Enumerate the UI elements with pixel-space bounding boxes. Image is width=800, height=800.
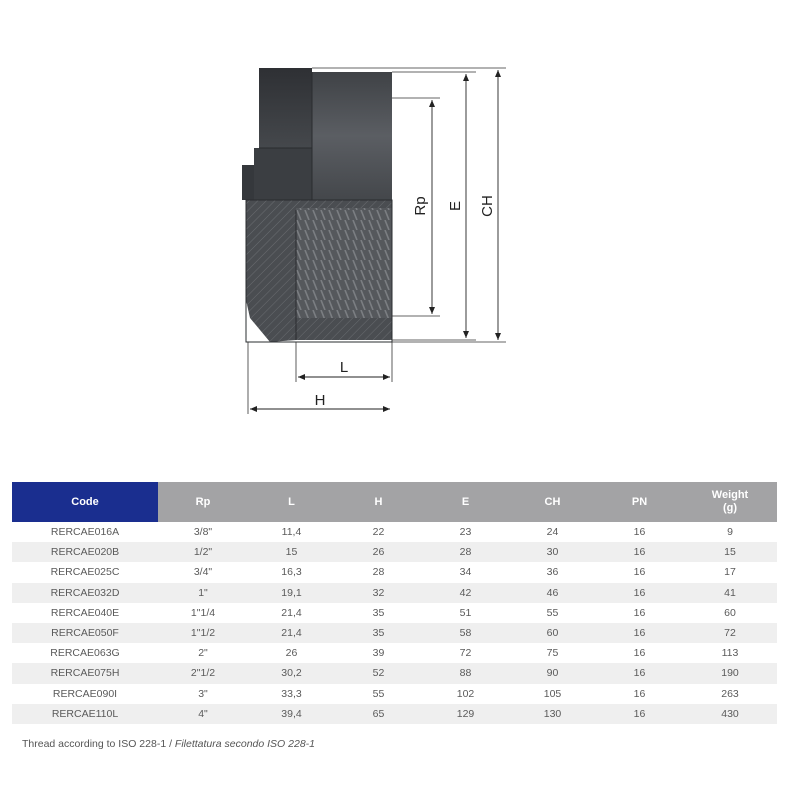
table-row — [12, 522, 777, 542]
cell-weight: 430 — [683, 704, 777, 724]
column-header-l: L — [248, 482, 335, 522]
cell-h: 55 — [372, 687, 385, 700]
cell-ch: 46 — [509, 583, 596, 603]
cell-l: 21,4 — [248, 623, 335, 643]
cell-weight: 41 — [683, 583, 777, 603]
cell-code: RERCAE110L — [12, 704, 158, 724]
cell-rp: 1/2" — [158, 542, 248, 562]
cell-h: 52 — [335, 663, 422, 683]
cell-l: 33,3 — [281, 687, 302, 700]
column-header-weight — [683, 482, 777, 522]
cell-e: 51 — [459, 606, 472, 619]
cell-rp: 1"1/4 — [190, 606, 216, 619]
dimension-label-h: H — [314, 392, 326, 409]
table-row — [12, 684, 777, 704]
cell-rp: 3/4" — [193, 566, 213, 579]
table-header-row — [12, 482, 777, 522]
column-header-h: H — [335, 482, 422, 522]
column-header-pn: PN — [596, 482, 683, 522]
cell-h: 39 — [372, 647, 385, 660]
cell-pn: 16 — [596, 623, 683, 643]
dimension-label-l: L — [339, 359, 349, 376]
cell-ch: 24 — [546, 526, 559, 539]
footnote-italian: Filettatura secondo ISO 228-1 — [174, 738, 316, 750]
cell-rp: 3/8" — [193, 526, 213, 539]
footnote-english: Thread according to ISO 228-1 / — [22, 738, 175, 750]
cell-weight: 17 — [724, 566, 736, 579]
weight-unit: (g) — [722, 502, 738, 514]
column-header-rp: Rp — [158, 482, 248, 522]
table-body — [12, 522, 777, 724]
cell-rp: 2"1/2 — [158, 663, 248, 683]
cell-l: 21,4 — [281, 606, 302, 619]
footnote — [22, 738, 315, 750]
cell-code: RERCAE090I — [52, 687, 118, 700]
cell-l: 26 — [285, 647, 298, 660]
cell-code: RERCAE016A — [50, 526, 120, 539]
cell-weight: 60 — [724, 606, 736, 619]
cell-l: 16,3 — [281, 566, 302, 579]
cell-ch: 130 — [509, 704, 596, 724]
cell-weight: 72 — [683, 623, 777, 643]
cell-ch: 60 — [509, 623, 596, 643]
cell-ch: 105 — [543, 687, 562, 700]
cell-h: 26 — [335, 542, 422, 562]
dimension-label-rp: Rp — [412, 196, 429, 216]
cell-h: 28 — [372, 566, 385, 579]
cell-h: 35 — [335, 623, 422, 643]
weight-label: Weight — [711, 489, 749, 501]
table-row — [12, 603, 777, 623]
cell-l: 30,2 — [248, 663, 335, 683]
cell-ch: 55 — [546, 606, 559, 619]
cell-e: 72 — [459, 647, 472, 660]
table-row — [12, 643, 777, 663]
cell-rp: 1"1/2 — [158, 623, 248, 643]
cell-code: RERCAE040E — [50, 606, 120, 619]
cell-code: RERCAE050F — [12, 623, 158, 643]
cell-code: RERCAE025C — [50, 566, 120, 579]
column-header-ch: CH — [509, 482, 596, 522]
cell-weight: 263 — [721, 687, 739, 700]
cell-ch: 30 — [509, 542, 596, 562]
cell-h: 65 — [335, 704, 422, 724]
cell-pn: 16 — [596, 542, 683, 562]
cell-ch: 75 — [546, 647, 559, 660]
cell-e: 42 — [422, 583, 509, 603]
cell-ch: 90 — [509, 663, 596, 683]
cell-pn: 16 — [633, 526, 646, 539]
column-header-e: E — [422, 482, 509, 522]
cell-weight: 9 — [727, 526, 733, 539]
cell-h: 22 — [372, 526, 385, 539]
cell-rp: 2" — [198, 647, 208, 660]
cell-pn: 16 — [596, 583, 683, 603]
dimension-label-e: E — [447, 200, 464, 212]
cell-l: 11,4 — [281, 526, 302, 539]
cell-e: 88 — [422, 663, 509, 683]
cell-pn: 16 — [633, 606, 646, 619]
cell-l: 15 — [248, 542, 335, 562]
cell-rp: 4" — [158, 704, 248, 724]
cell-weight: 15 — [683, 542, 777, 562]
cell-e: 58 — [422, 623, 509, 643]
fitting-body-section — [246, 200, 392, 342]
cell-l: 19,1 — [248, 583, 335, 603]
cell-pn: 16 — [596, 663, 683, 683]
fitting-body-upper — [242, 68, 392, 200]
table-row — [12, 704, 777, 724]
cell-code: RERCAE032D — [12, 583, 158, 603]
cell-pn: 16 — [633, 687, 646, 700]
dimension-label-ch: CH — [479, 195, 496, 217]
cell-pn: 16 — [633, 566, 646, 579]
dimensions-table — [12, 482, 777, 724]
cell-e: 23 — [459, 526, 472, 539]
cell-code: RERCAE020B — [12, 542, 158, 562]
cell-rp: 1" — [158, 583, 248, 603]
table-row — [12, 562, 777, 582]
cell-weight: 113 — [721, 647, 739, 660]
cell-e: 102 — [456, 687, 475, 700]
cell-e: 129 — [422, 704, 509, 724]
table-row — [12, 583, 777, 603]
cell-code: RERCAE075H — [12, 663, 158, 683]
table-row — [12, 663, 777, 683]
cell-code: RERCAE063G — [50, 647, 120, 660]
table-row — [12, 623, 777, 643]
cell-h: 35 — [372, 606, 385, 619]
cell-h: 32 — [335, 583, 422, 603]
cell-e: 28 — [422, 542, 509, 562]
table-row — [12, 542, 777, 562]
cell-ch: 36 — [546, 566, 559, 579]
cell-weight: 190 — [683, 663, 777, 683]
cell-pn: 16 — [596, 704, 683, 724]
column-header-code: Code — [12, 482, 158, 522]
cell-l: 39,4 — [248, 704, 335, 724]
cell-pn: 16 — [633, 647, 646, 660]
cell-e: 34 — [459, 566, 472, 579]
cell-rp: 3" — [198, 687, 208, 700]
